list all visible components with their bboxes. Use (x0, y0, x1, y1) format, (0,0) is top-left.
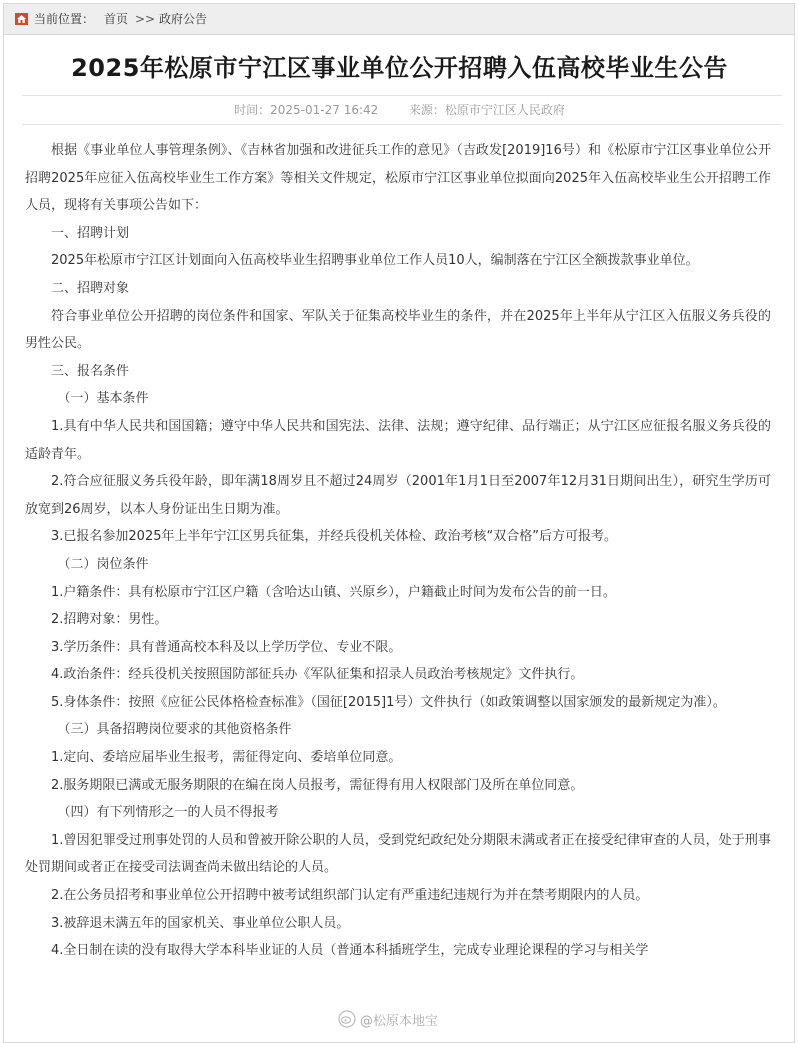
paragraph: 4.政治条件：经兵役机关按照国防部征兵办《军队征集和招录人员政治考核规定》文件执行。 (51, 667, 584, 683)
paragraph: 1.曾因犯罪受过刑事处罚的人员和曾被开除公职的人员，受到党纪政纪处分期限未满或者正在接受纪律审查的人员，处于刑事处罚期间或者正在接受司法调查尚未做出结论的人员。 (25, 832, 771, 876)
subsection-heading: （四）有下列情形之一的人员不得报考 (57, 805, 279, 821)
breadcrumb-section-link[interactable]: 政府公告 (159, 12, 208, 26)
paragraph: 2.招聘对象：男性。 (51, 612, 168, 628)
source-label: 来源： (408, 103, 445, 117)
paragraph: 1.定向、委培应届毕业生报考，需征得定向、委培单位同意。 (51, 750, 402, 766)
article-body (25, 137, 771, 965)
section-heading: 三、报名条件 (51, 363, 130, 379)
time-label: 时间： (234, 103, 271, 117)
section-heading: 二、招聘对象 (51, 280, 130, 296)
paragraph: 2.服务期限已满或无服务期限的在编在岗人员报考，需征得有用人权限部门及所在单位同意。 (51, 777, 584, 793)
breadcrumb-home-link[interactable]: 首页 (104, 12, 129, 26)
paragraph: 3.学历条件：具有普通高校本科及以上学历学位、专业不限。 (51, 639, 402, 655)
paragraph: 1.具有中华人民共和国国籍；遵守中华人民共和国宪法、法律、法规；遵守纪律、品行端正；从宁江区应征报名服义务兵役的适龄青年。 (25, 418, 771, 462)
article-meta (0, 101, 799, 119)
paragraph: 1.户籍条件：具有松原市宁江区户籍（含哈达山镇、兴原乡），户籍截止时间为发布公告的前一日。 (51, 584, 616, 600)
paragraph: 2025年松原市宁江区计划面向入伍高校毕业生招聘事业单位工作人员10人，编制落在宁江区全额拨款事业单位。 (51, 253, 699, 269)
paragraph: 2.在公务员招考和事业单位公开招聘中被考试组织部门认定有严重违纪违规行为并在禁考期限内的人员。 (51, 888, 649, 904)
divider-top (22, 95, 782, 96)
paragraph: 5.身体条件：按照《应征公民体格检查标准》（国征[2015]1号）文件执行（如政策调整以国家颁发的最新规定为准）。 (51, 694, 726, 710)
paragraph: 2.符合应征服义务兵役年龄，即年满18周岁且不超过24周岁（2001年1月1日至2007年12月31日期间出生），研究生学历可放宽到26周岁，以本人身份证出生日期为准。 (25, 474, 771, 517)
subsection-heading: （二）岗位条件 (57, 556, 149, 572)
paragraph: 4.全日制在读的没有取得大学本科毕业证的人员（普通本科插班学生，完成专业理论课程的学习与相关学 (51, 943, 649, 959)
breadcrumb (4, 4, 794, 35)
divider-bottom (22, 124, 782, 125)
home-icon (15, 13, 28, 25)
subsection-heading: （一）基本条件 (57, 391, 149, 407)
breadcrumb-prefix: 当前位置： (34, 12, 95, 26)
page-title: 2025年松原市宁江区事业单位公开招聘入伍高校毕业生公告 (71, 54, 728, 82)
watermark-text: @松原本地宝 (360, 1013, 439, 1029)
section-heading: 一、招聘计划 (51, 225, 130, 241)
breadcrumb-separator: >> (135, 12, 156, 26)
paragraph: 符合事业单位公开招聘的岗位条件和国家、军队关于征集高校毕业生的条件，并在2025年上半年从宁江区入伍服义务兵役的男性公民。 (25, 308, 771, 352)
source-name: 松原市宁江区人民政府 (444, 103, 565, 117)
paragraph: 3.已报名参加2025年上半年宁江区男兵征集，并经兵役机关体检、政治考核“双合格”后方可报考。 (51, 529, 617, 545)
subsection-heading: （三）具备招聘岗位要求的其他资格条件 (57, 722, 292, 738)
paragraph: 3.被辞退未满五年的国家机关、事业单位公职人员。 (51, 915, 350, 931)
publish-time: 2025-01-27 16:42 (270, 103, 379, 117)
paragraph: 根据《事业单位人事管理条例》、《吉林省加强和改进征兵工作的意见》（吉政发[2019]16号）和《松原市宁江区事业单位公开招聘2025年应征入伍高校毕业生工作方案》等相关文件规定，松原市宁江区事业单位拟面向2025年入伍高校毕业生公开招聘工作人员，现将有关事项公告如下： (25, 143, 771, 214)
